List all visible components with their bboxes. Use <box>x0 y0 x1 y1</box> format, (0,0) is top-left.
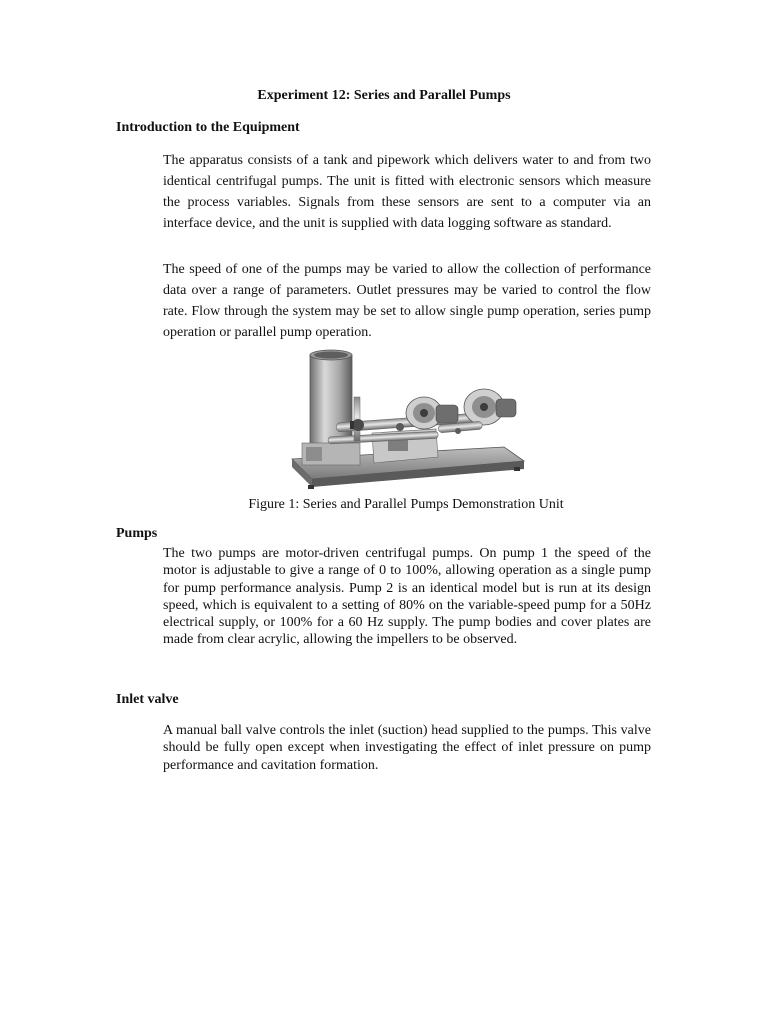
pump-unit-figure <box>288 347 526 493</box>
page-title: Experiment 12: Series and Parallel Pumps <box>257 88 511 103</box>
figure-caption: Figure 1: Series and Parallel Pumps Demonstration Unit <box>248 497 564 512</box>
intro-paragraph-1: The apparatus consists of a tank and pipework which delivers water to and from two identical centrifugal pumps. The unit is fitted with electronic sensors which measure the process variables. Signals from these sensors are sent to a computer via an interface device, and the unit is supplied with data logging software as standard. <box>163 153 651 231</box>
inlet-valve-paragraph: A manual ball valve controls the inlet (suction) head supplied to the pumps. This valve should be fully open except when investigating the effect of inlet pressure on pump performance and cavitation formation. <box>163 723 651 773</box>
section-heading-inlet-valve: Inlet valve <box>116 692 179 707</box>
pump-unit-illustration <box>288 347 526 493</box>
section-heading-introduction: Introduction to the Equipment <box>116 120 300 135</box>
section-heading-pumps: Pumps <box>116 526 158 541</box>
intro-paragraph-2: The speed of one of the pumps may be varied to allow the collection of performance data over a range of parameters. Outlet pressures may be varied to control the flow rate. Flow through the system may be set to allow single pump operation, series pump operation or parallel pump operation. <box>163 262 651 340</box>
pumps-paragraph: The two pumps are motor-driven centrifugal pumps. On pump 1 the speed of the motor is adjustable to give a range of 0 to 100%, allowing operation as a single pump for pump performance analysis. Pump 2 is an identical model but is run at its design speed, which is equivalent to a setting of 80% on the variable-speed pump for a 50Hz electrical supply, or 100% for a 60 Hz supply. The pump bodies and cover plates are made from clear acrylic, allowing the impellers to be observed. <box>163 546 651 648</box>
